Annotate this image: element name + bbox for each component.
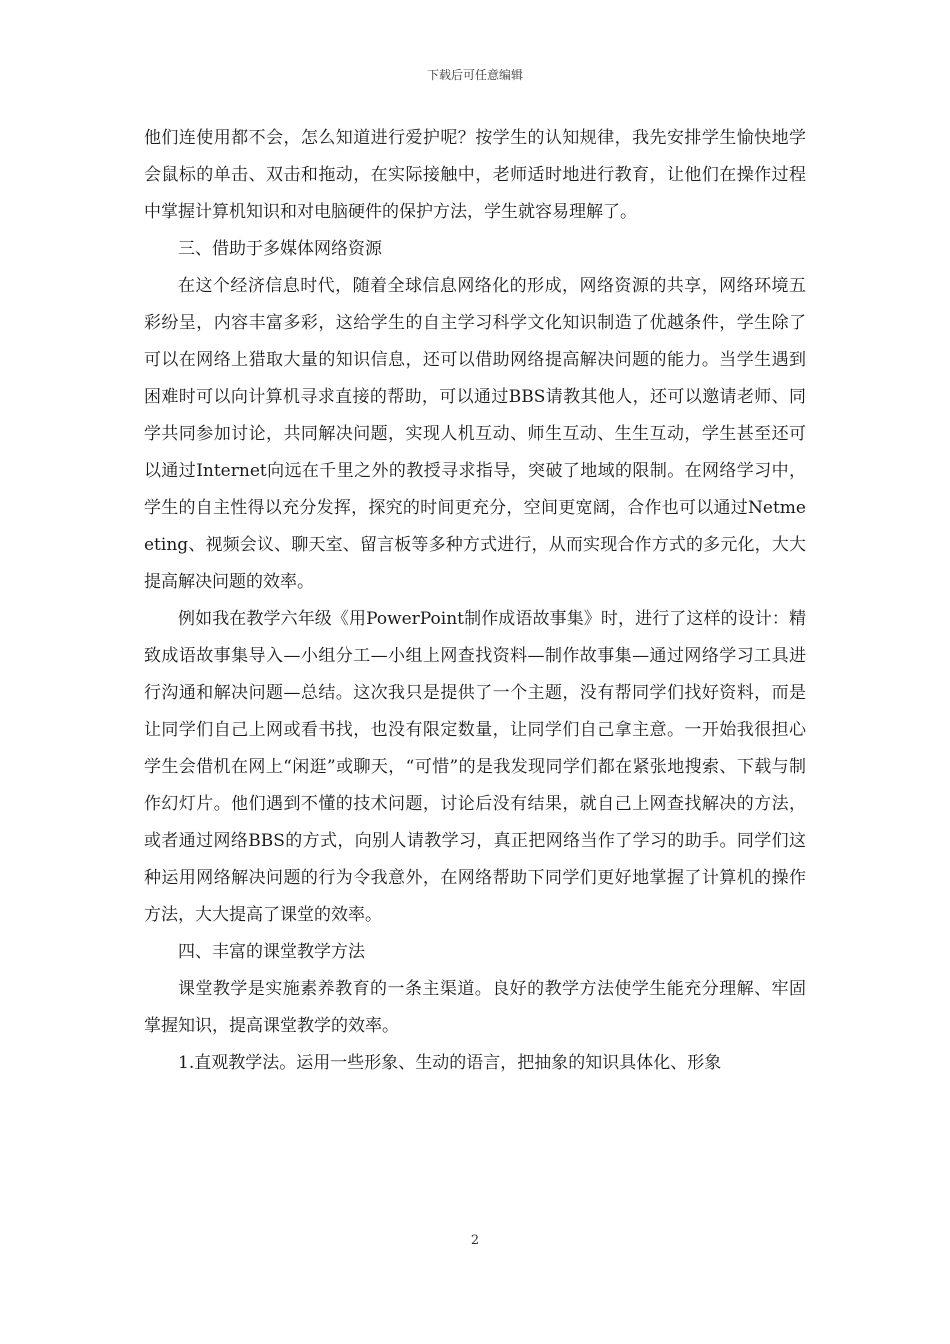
document-body <box>144 120 806 1082</box>
paragraph-visual-teaching: 1.直观教学法。运用一些形象、生动的语言，把抽象的知识具体化、形象 <box>178 1053 722 1073</box>
section-heading-3: 三、借助于多媒体网络资源 <box>178 239 382 259</box>
paragraph-continuation: 他们连使用都不会，怎么知道进行爱护呢？按学生的认知规律，我先安排学生愉快地学会鼠标的单击、双击和拖动，在实际接触中，老师适时地进行教育，让他们在操作过程中掌握计算机知识和对电脑硬件的保护方法，学生就容易理解了。 <box>144 128 806 222</box>
section-heading-4: 四、丰富的课堂教学方法 <box>178 942 365 962</box>
paragraph-classroom-teaching: 课堂教学是实施素养教育的一条主渠道。良好的教学方法使学生能充分理解、牢固掌握知识，提高课堂教学的效率。 <box>144 979 806 1036</box>
paragraph-network-resources: 在这个经济信息时代，随着全球信息网络化的形成，网络资源的共享，网络环境五彩纷呈，内容丰富多彩，这给学生的自主学习科学文化知识制造了优越条件，学生除了可以在网络上猎取大量的知识信息，还可以借助网络提高解决问题的能力。当学生遇到困难时可以向计算机寻求直接的帮助，可以通过BBS请教其他人，还可以邀请老师、同学共同参加讨论，共同解决问题，实现人机互动、师生互动、生生互动，学生甚至还可以通过Internet向远在千里之外的教授寻求指导，突破了地域的限制。在网络学习中，学生的自主性得以充分发挥，探究的时间更充分，空间更宽阔，合作也可以通过Netmeeting、视频会议、聊天室、留言板等多种方式进行，从而实现合作方式的多元化，大大提高解决问题的效率。 <box>144 276 806 592</box>
page-number: 2 <box>470 1233 480 1248</box>
page-header: 下载后可任意编辑 <box>426 68 523 82</box>
paragraph-powerpoint-example: 例如我在教学六年级《用PowerPoint制作成语故事集》时，进行了这样的设计：精致成语故事集导入—小组分工—小组上网查找资料—制作故事集—通过网络学习工具进行沟通和解决问题—总结。这次我只是提供了一个主题，没有帮同学们找好资料，而是让同学们自己上网或看书找，也没有限定数量，让同学们自己拿主意。一开始我很担心学生会借机在网上“闲逛”或聊天，“可惜”的是我发现同学们都在紧张地搜索、下载与制作幻灯片。他们遇到不懂的技术问题，讨论后没有结果，就自己上网查找解决的方法，或者通过网络BBS的方式，向别人请教学习，真正把网络当作了学习的助手。同学们这种运用网络解决问题的行为令我意外，在网络帮助下同学们更好地掌握了计算机的操作方法，大大提高了课堂的效率。 <box>144 609 806 925</box>
